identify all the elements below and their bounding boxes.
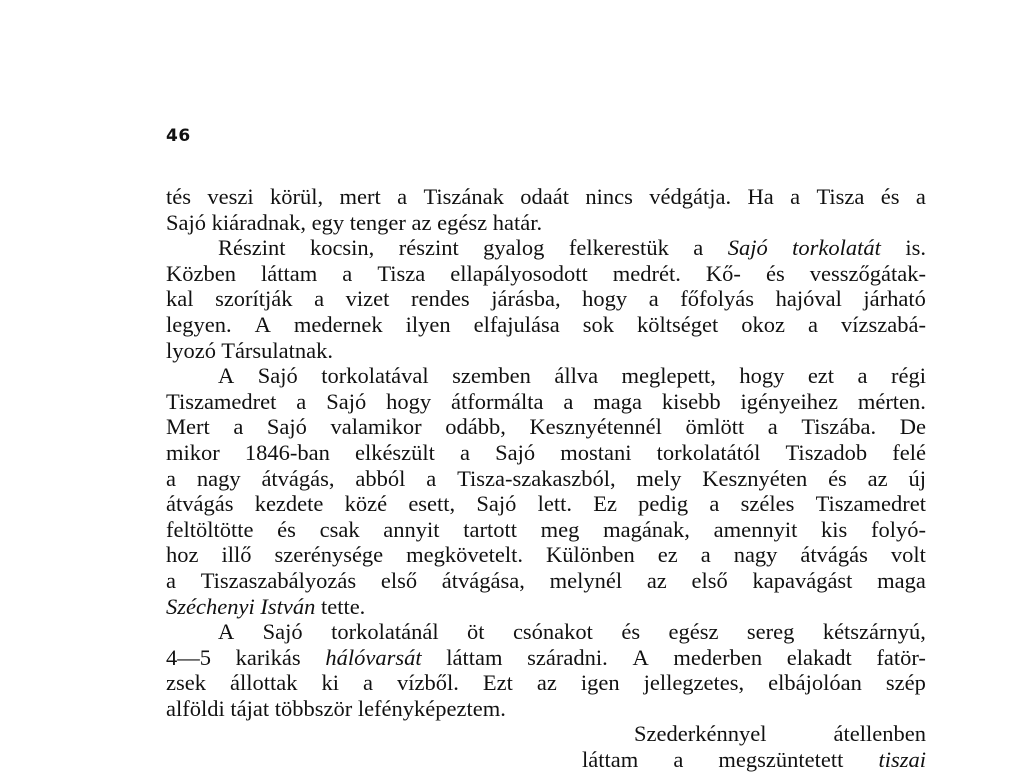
text-segment: lyozó Társulatnak. [166,337,334,363]
word: széles [740,491,795,517]
word: Ezt [482,670,513,696]
word: De [899,414,926,440]
word: volt [890,542,926,568]
word: megszüntetett [718,747,844,773]
text-segment: alföldi tájat többször lefényképeztem. [166,695,506,721]
word: lett. [537,491,572,517]
word: pedig [638,491,689,517]
word: Tiszadob [785,439,868,465]
word: a [857,363,868,389]
word: Tisza [377,260,426,286]
word: kocsin, [309,235,375,261]
text-line [166,440,926,466]
italic-word: Sajó [727,235,768,261]
word: szép [885,670,926,696]
word: mikor [166,439,220,465]
word: maga [593,388,642,414]
word: valamikor [330,414,422,440]
word: állottak [229,670,298,696]
text-line [166,594,926,620]
word: az [867,465,888,491]
word: körül, [269,184,324,209]
word: Kesznyéten [702,465,808,491]
word: nagy [196,465,241,491]
text-line [166,210,926,236]
word: nagy [733,542,778,568]
word: a [397,184,408,209]
word: a [648,286,659,312]
text-line [166,466,926,492]
text-line [166,414,926,440]
word: átvágás, [261,465,335,491]
word: átformálta [450,388,544,414]
word: ezt [807,363,835,389]
word: jellegzetes, [643,670,745,696]
word: a [767,414,778,440]
word: A [632,644,649,670]
word: igényeihez [740,388,838,414]
text-line [166,747,926,773]
word: zsek [166,670,206,696]
word: veszi [207,184,254,209]
word: vizet [345,286,390,312]
text-line [166,721,926,747]
word: első [380,567,418,593]
word: Ez [593,491,617,517]
word: hogy [582,286,628,312]
page-number: 46 [166,126,191,146]
word: ilyen [405,311,451,337]
word: és [621,619,641,645]
italic-word: tiszai [878,747,926,773]
word: és [765,260,785,286]
word: elkészült [354,439,435,465]
text-line [166,235,926,261]
word: vízből. [396,670,459,696]
word: mérten. [857,388,926,414]
word: Tiszának [423,184,504,209]
word: és [828,465,847,491]
word: a [233,414,244,440]
word: részint [398,235,459,261]
word: a [673,747,684,773]
word: A [254,311,271,337]
word: nincs [585,184,633,209]
word: illő [221,542,252,568]
word: régi [890,363,926,389]
word: A [218,363,235,389]
word: Sajó [266,414,307,440]
word: elakadt [786,644,852,670]
word: a [460,439,471,465]
word: Közben [166,260,236,286]
italic-segment: Széchenyi István [166,593,316,619]
text-line [166,363,926,389]
word: melynél [549,567,623,593]
word: elbájolóan [768,670,862,696]
word: kal [166,286,194,312]
word: és [880,184,900,209]
word: szemben [452,363,531,389]
text-line [166,286,926,312]
word: Sajó [476,491,517,517]
word: Tisza [816,184,865,209]
word: láttam [261,260,318,286]
word: átvágás [800,542,868,568]
word: ez [657,542,678,568]
word: öt [467,619,485,645]
word: gyalog [483,235,545,261]
word: szerénysége [274,542,384,568]
word: láttam [582,747,639,773]
word: Tisza-szakaszból, [457,465,616,491]
word: felkerestük [568,235,669,261]
word: tés [166,184,191,209]
text-line [166,261,926,287]
word: meg [540,516,580,542]
word: mert [339,184,381,209]
word: a [166,567,176,593]
body-text [166,184,926,773]
word: mederben [673,644,763,670]
word: odaát [520,184,569,209]
word: vesszőgátak- [809,260,926,286]
word: a [790,184,801,209]
text-line [166,696,926,722]
word: a [808,311,819,337]
word: láttam [446,644,503,670]
text-line [166,517,926,543]
word: járásba, [491,286,561,312]
word: átellenben [833,721,926,747]
text-segment: Sajó kiáradnak, egy tenger az egész határ. [166,209,543,235]
word: esett, [408,491,456,517]
word: átvágás [166,491,234,517]
word: Sajó [262,619,303,645]
word: magának, [603,516,690,542]
word: a [915,184,926,209]
word: szorítják [215,286,293,312]
word: feltöltötte [166,516,254,542]
text-line [166,619,926,645]
word: a [342,260,353,286]
word: Kesznyétennél [529,414,662,440]
text-segment: tette. [315,593,366,619]
word: járható [863,286,926,312]
word: hogy [386,388,432,414]
word: hajóval [775,286,842,312]
word: egész [668,619,719,645]
word: kapavágást [752,567,853,593]
word: hogy [739,363,785,389]
word: a [700,542,711,568]
word: főfolyás [680,286,755,312]
word: amennyit [713,516,798,542]
word: ömlött [685,414,745,440]
word: Mert [166,414,210,440]
word: új [908,465,926,491]
word: Részint [218,235,286,261]
word: csónakot [512,619,593,645]
text-line [166,338,926,364]
word: a [166,465,176,491]
text-line [166,670,926,696]
word: tartott [463,516,517,542]
word: meglepett, [621,363,716,389]
word: 4—5 [166,644,211,670]
word: Tiszamedret [815,491,926,517]
word: rendes [410,286,470,312]
word: Különben [546,542,635,568]
word: az [646,567,667,593]
word: állva [554,363,599,389]
word: a [362,670,373,696]
word: Sajó [495,439,536,465]
word: torkolatától [656,439,761,465]
word: fatör- [876,644,926,670]
word: kezdete [254,491,324,517]
word: a [314,286,325,312]
word: Ha [747,184,774,209]
word: sok [582,311,615,337]
word: Tiszába. [801,414,877,440]
word: annyit [383,516,440,542]
word: medrét. [612,260,681,286]
word: is. [905,235,926,261]
word: mostani [560,439,632,465]
word: elfajulása [473,311,560,337]
word: felé [892,439,926,465]
word: első [691,567,728,593]
word: ellapályosodott [450,260,588,286]
word: megkövetelt. [406,542,524,568]
word: A [218,619,235,645]
word: Szederkénnyel [634,721,767,747]
italic-word: torkolatát [792,235,881,261]
word: hoz [166,542,199,568]
text-line [166,491,926,517]
word: ki [321,670,339,696]
word: Tiszamedret [166,388,277,414]
word: költséget [637,311,719,337]
word: folyó- [870,516,926,542]
word: a [296,388,307,414]
text-line [166,542,926,568]
word: az [536,670,557,696]
word: a [693,235,704,261]
word: a [426,465,437,491]
text-line [166,568,926,594]
word: kis [821,516,848,542]
word: a [563,388,574,414]
word: karikás [235,644,301,670]
text-line [166,645,926,671]
word: torkolatánál [331,619,439,645]
word: medernek [293,311,383,337]
word: és [277,516,296,542]
text-line [166,184,926,210]
word: 1846-ban [244,439,330,465]
word: maga [877,567,926,593]
word: okoz [741,311,786,337]
word: kisebb [661,388,721,414]
word: csak [319,516,360,542]
word: mely [636,465,682,491]
word: kétszárnyú, [822,619,926,645]
italic-word: hálóvarsát [325,644,422,670]
word: átvágása, [441,567,525,593]
text-line [166,389,926,415]
word: torkolatával [321,363,429,389]
word: igen [580,670,620,696]
word: abból [355,465,406,491]
word: Sajó [326,388,367,414]
word: száradni. [527,644,608,670]
word: Kő- [705,260,741,286]
word: Sajó [257,363,298,389]
word: vízszabá- [841,311,926,337]
word: sereg [746,619,795,645]
word: legyen. [166,311,232,337]
word: a [709,491,720,517]
word: Tiszaszabályozás [200,567,357,593]
word: közé [344,491,388,517]
word: odább, [445,414,506,440]
word: védgátja. [649,184,732,209]
text-line [166,312,926,338]
